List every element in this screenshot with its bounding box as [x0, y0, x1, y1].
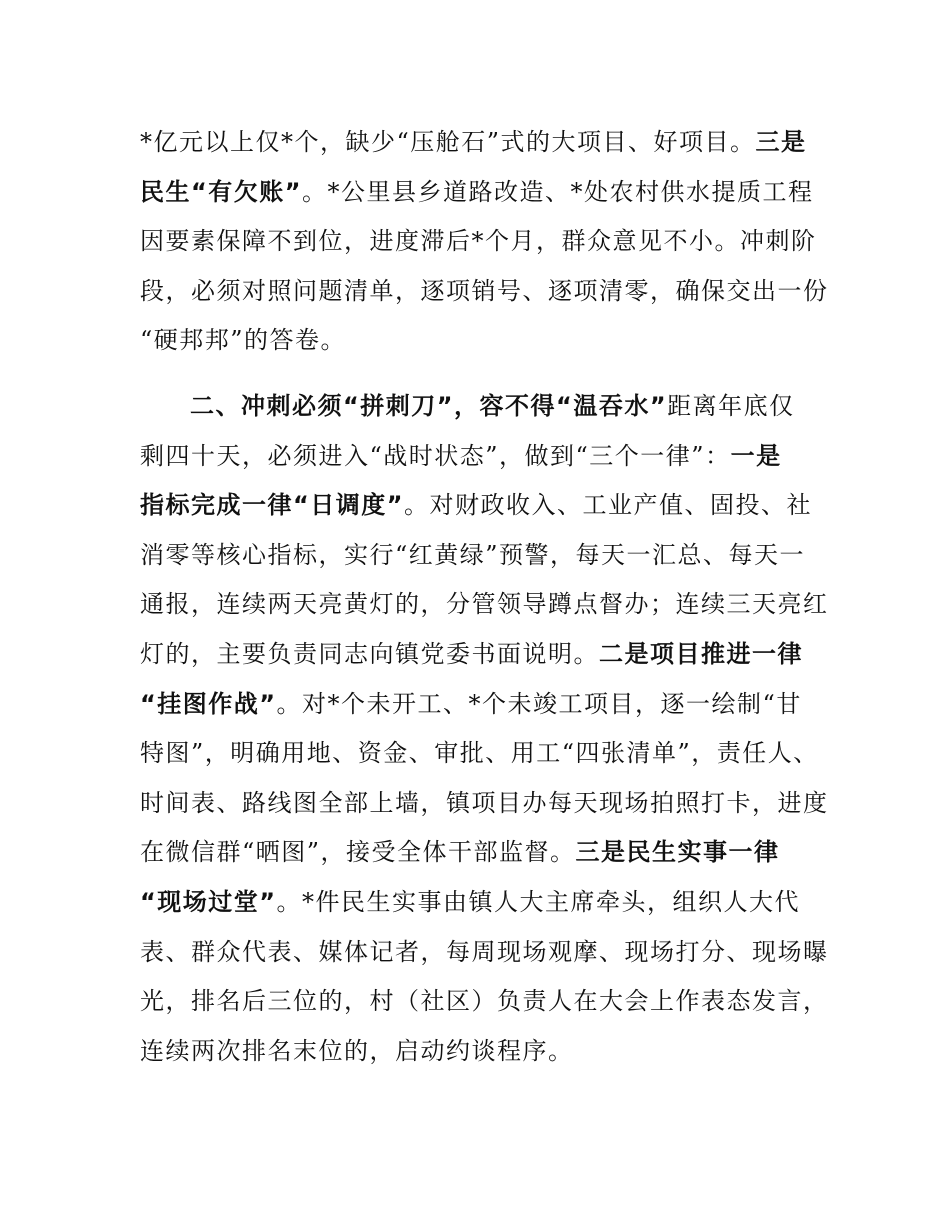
paragraph-line [140, 680, 830, 730]
section-heading: 二、冲刺必须“拼刺刀”，容不得“温吞水” [190, 392, 668, 420]
bold-heading-run: “挂图作战” [140, 689, 277, 718]
paragraph-line: 表、群众代表、媒体记者，每周现场观摩、现场打分、现场曝 [140, 937, 829, 966]
paragraph-line [140, 828, 830, 878]
paragraph-line [140, 118, 830, 168]
paragraph-line [140, 382, 830, 432]
paragraph-line: 特图”，明确用地、资金、审批、用工“四张清单”，责任人、 [140, 739, 819, 768]
paragraph-line [140, 630, 830, 680]
bold-heading-run: “现场过堂” [140, 887, 277, 916]
paragraph-line [140, 432, 830, 482]
paragraph-line: “硬邦邦”的答卷。 [140, 326, 347, 355]
paragraph-line [140, 481, 830, 531]
paragraph-line [140, 878, 830, 928]
bold-heading-run: 民生“有欠账” [140, 177, 303, 206]
text-run: 剩四十天，必须进入“战时状态”，做到“三个一律”： [140, 441, 731, 470]
paragraph-line: 因要素保障不到位，进度滞后*个月，群众意见不小。冲刺阶 [140, 227, 817, 256]
paragraph-line: 连续两次排名末位的，启动约谈程序。 [140, 1036, 574, 1065]
paragraph-line: 光，排名后三位的，村（社区）负责人在大会上作表态发言， [140, 987, 829, 1016]
text-run: 。对财政收入、工业产值、固投、社 [404, 491, 813, 520]
paragraph-1 [140, 118, 830, 366]
paragraph-line: 段，必须对照问题清单，逐项销号、逐项清零，确保交出一份 [140, 276, 829, 305]
paragraph-line [140, 168, 830, 218]
text-run: 。*件民生实事由镇人大主席牵头，组织人大代 [276, 887, 801, 916]
text-run: *亿元以上仅*个，缺少“压舱石”式的大项目、好项目。 [140, 128, 756, 156]
bold-heading-run: 三是民生实事一律 [575, 838, 780, 867]
paragraph-line: 时间表、路线图全部上墙，镇项目办每天现场拍照打卡，进度 [140, 788, 829, 817]
text-run: 。*公里县乡道路改造、*处农村供水提质工程 [302, 177, 814, 206]
bold-heading-run: 二是项目推进一律 [599, 639, 803, 668]
paragraph-2 [140, 382, 830, 1076]
bold-heading-run: 三是 [755, 128, 807, 156]
bold-heading-run: 一是 [730, 441, 782, 470]
bold-heading-run: 指标完成一律“日调度” [140, 491, 405, 520]
text-run: 距离年底仅 [667, 392, 795, 420]
paragraph-line: 通报，连续两天亮黄灯的，分管领导蹲点督办；连续三天亮红 [140, 590, 829, 619]
text-run: 在微信群“晒图”，接受全体干部监督。 [140, 838, 576, 867]
text-run: 。对*个未开工、*个未竣工项目，逐一绘制“甘 [276, 689, 802, 718]
text-run: 灯的，主要负责同志向镇党委书面说明。 [140, 639, 599, 668]
paragraph-line: 消零等核心指标，实行“红黄绿”预警，每天一汇总、每天一 [140, 540, 806, 569]
